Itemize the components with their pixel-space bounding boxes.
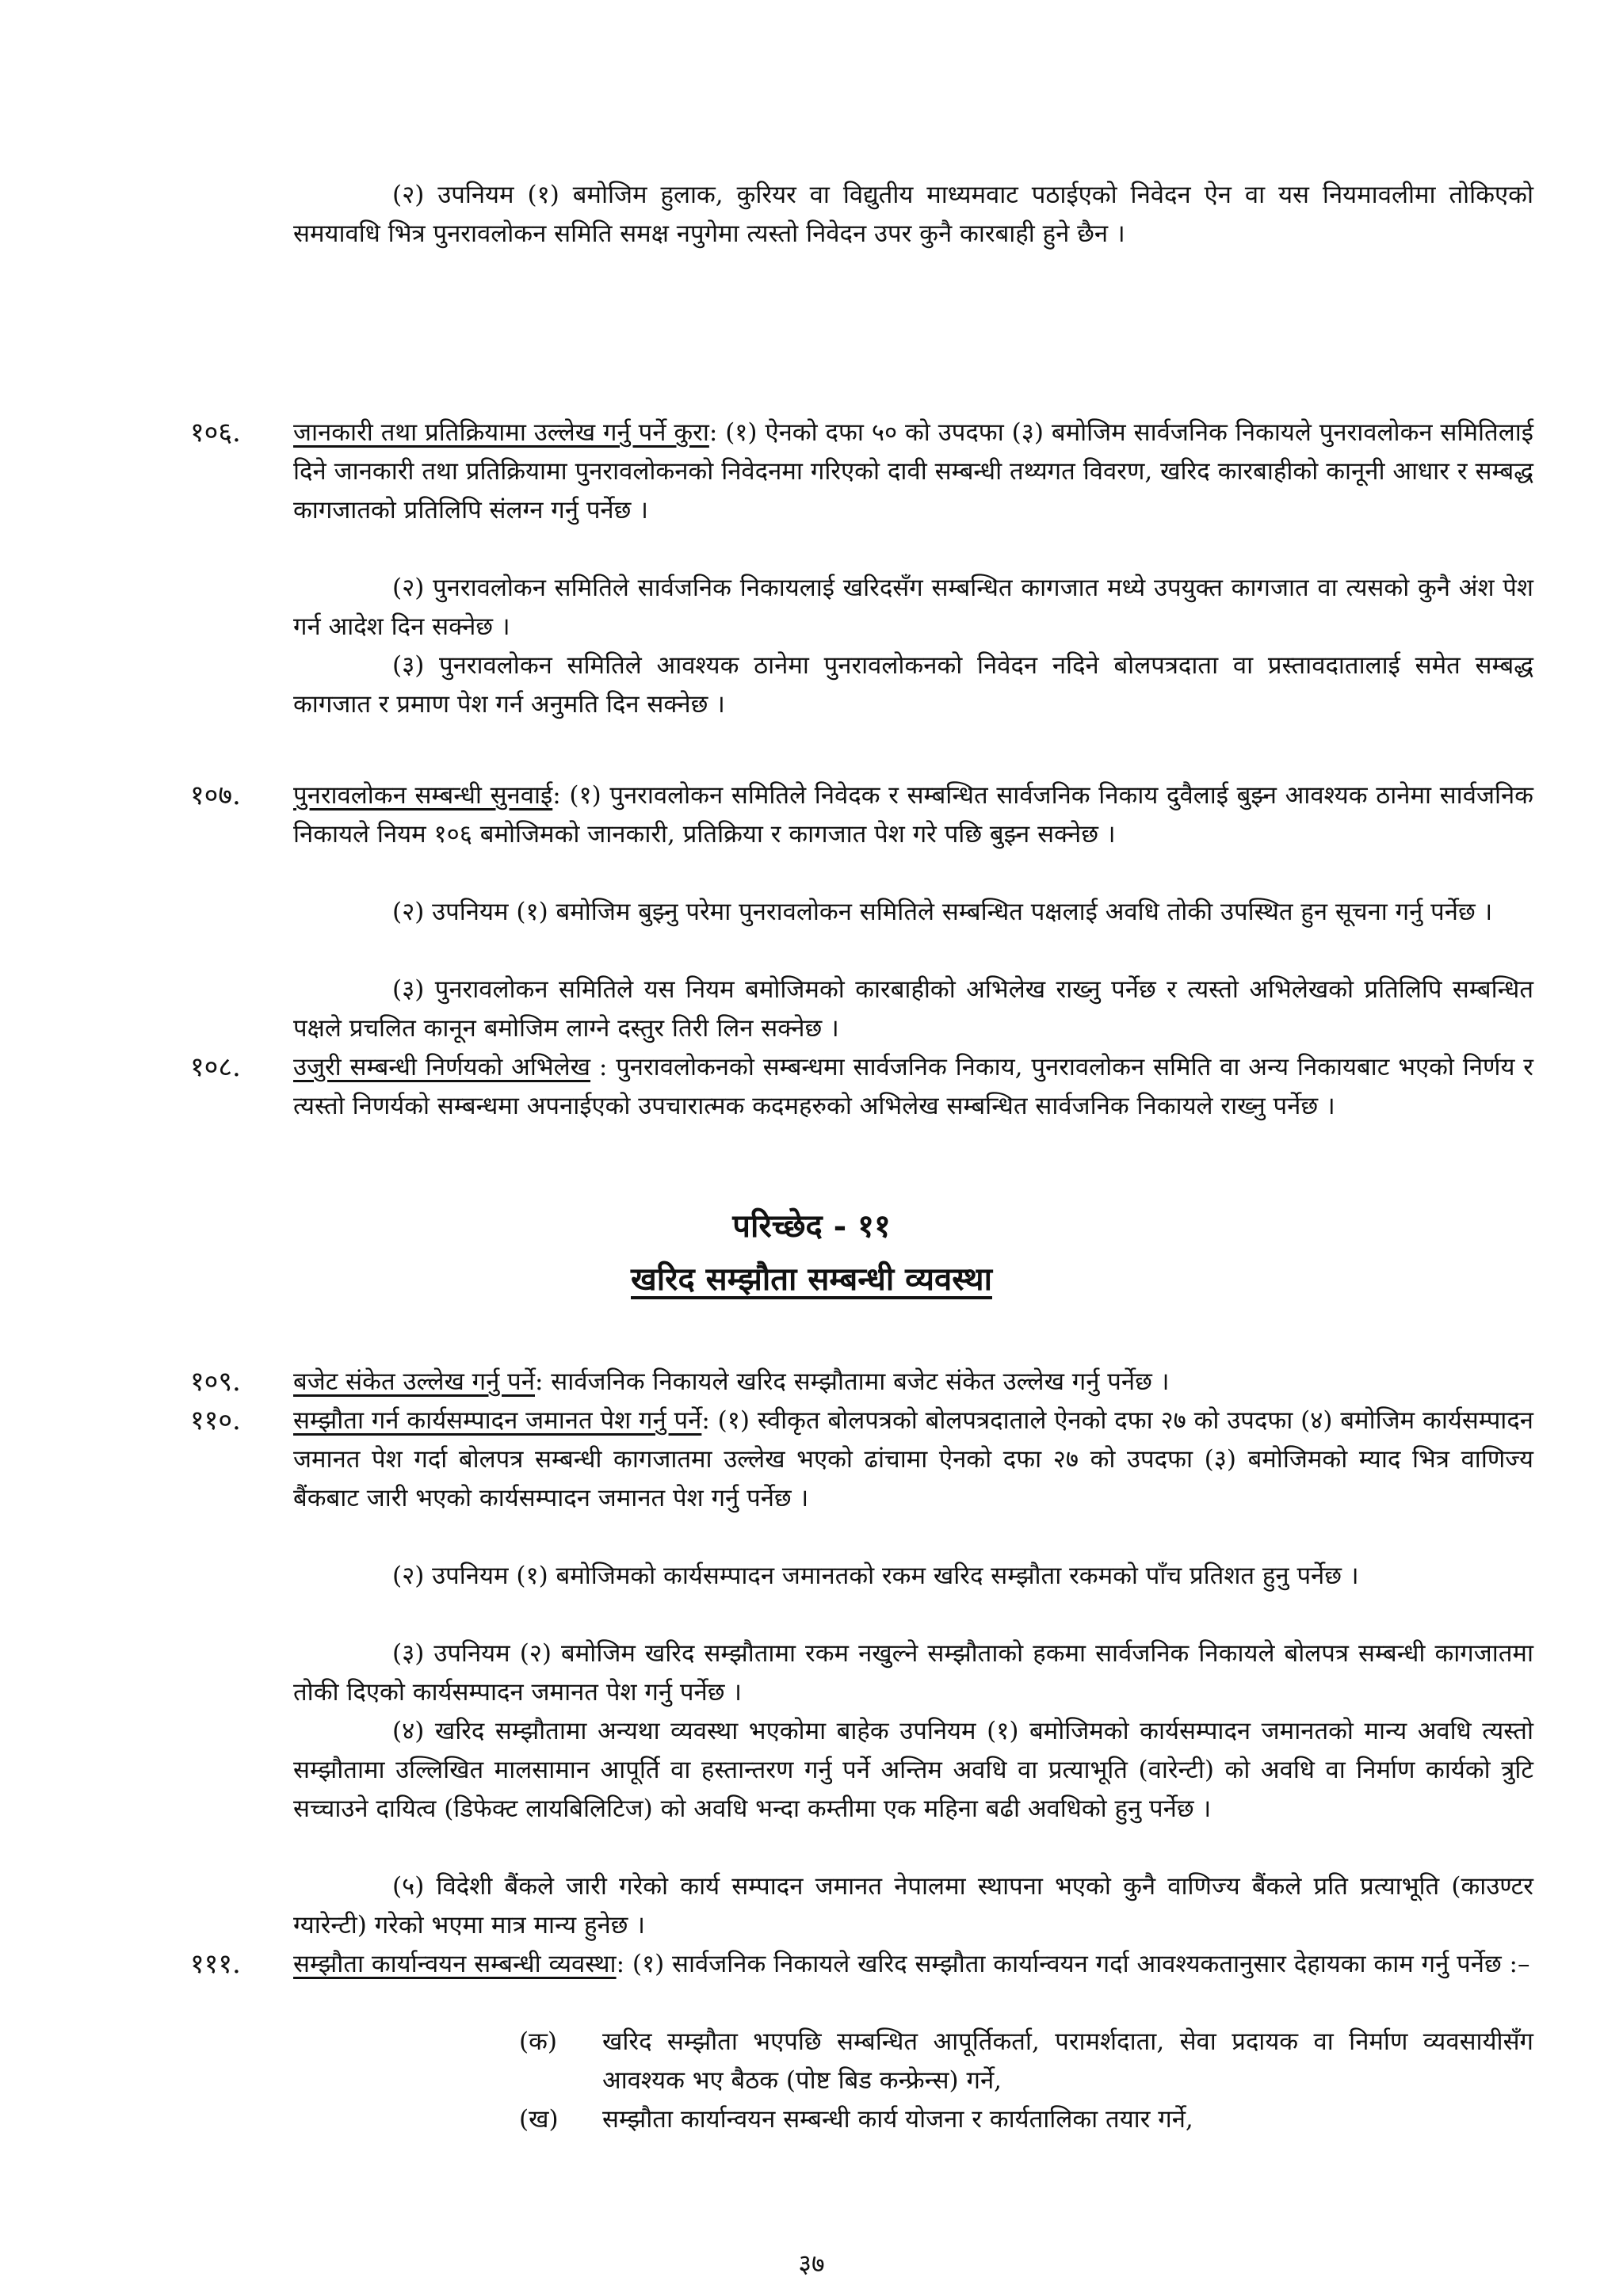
subrule-paragraph: (५) विदेशी बैंकले जारी गरेको कार्य सम्पादन जमानत नेपालमा स्थापना भएको कुनै वाणिज्य बैंकले प्रति प्रत्याभूति (काउण्टर ग्यारेन्टी) गरेको भएमा मात्र मान्य हुनेछ । <box>293 1872 1533 1939</box>
rule-heading: जानकारी तथा प्रतिक्रियामा उल्लेख गर्नु पर्ने कुरा <box>293 418 709 447</box>
subrule-paragraph: (३) पुनरावलोकन समितिले यस नियम बमोजिमको कारबाहीको अभिलेख राख्नु पर्नेछ र त्यस्तो अभिलेखको प्रतिलिपि सम्बन्धित पक्षले प्रचलित कानून बमोजिम लाग्ने दस्तुर तिरी लिन सक्नेछ । <box>293 975 1533 1043</box>
rule-number: १०८. <box>190 1051 241 1083</box>
rule-109 <box>293 1363 1533 1402</box>
subrule-paragraph: (२) उपनियम (१) बमोजिम बुझ्नु परेमा पुनरावलोकन समितिले सम्बन्धित पक्षलाई अवधि तोकी उपस्थित हुन सूचना गर्नु पर्नेछ । <box>392 898 1493 926</box>
rule-heading: सम्झौता कार्यान्वयन सम्बन्धी व्यवस्था <box>293 1950 617 1978</box>
rule-body: : सार्वजनिक निकायले खरिद सम्झौतामा बजेट संकेत उल्लेख गर्नु पर्नेछ । <box>535 1367 1170 1396</box>
rule-body: : (१) स्वीकृत बोलपत्रको बोलपत्रदाताले ऐनको दफा २७ को उपदफा (४) बमोजिम कार्यसम्पादन जमानत पेश गर्दा बोलपत्र सम्बन्धी कागजातमा उल्लेख भएको ढांचामा ऐनको दफा २७ को उपदफा (३) बमोजिमको म्याद भित्र वाणिज्य बैंकबाट जारी भएको कार्यसम्पादन जमानत पेश गर्नु पर्नेछ । <box>293 1406 1533 1512</box>
clause-label: (ख) <box>519 2105 559 2134</box>
subrule-paragraph: (२) पुनरावलोकन समितिले सार्वजनिक निकायलाई खरिदसँग सम्बन्धित कागजात मध्ये उपयुक्त कागजात वा त्यसको कुनै अंश पेश गर्न आदेश दिन सक्नेछ । <box>293 574 1533 641</box>
subrule-paragraph: (३) पुनरावलोकन समितिले आवश्यक ठानेमा पुनरावलोकनको निवेदन नदिने बोलपत्रदाता वा प्रस्तावदातालाई समेत सम्बद्ध कागजात र प्रमाण पेश गर्न अनुमति दिन सक्नेछ । <box>293 651 1533 719</box>
rule-body: : (१) ऐनको दफा ५० को उपदफा (३) बमोजिम सार्वजनिक निकायले पुनरावलोकन समितिलाई दिने जानकारी तथा प्रतिक्रियामा पुनरावलोकनको निवेदनमा गरिएको दावी सम्बन्धी तथ्यगत विवरण, खरिद कारबाहीको कानूनी आधार र सम्बद्ध कागजातको प्रतिलिपि संलग्न गर्नु पर्नेछ । <box>293 418 1533 524</box>
rule-107 <box>293 776 1533 854</box>
rule-111 <box>293 1945 1533 1984</box>
subrule-paragraph: (४) खरिद सम्झौतामा अन्यथा व्यवस्था भएकोमा बाहेक उपनियम (१) बमोजिमको कार्यसम्पादन जमानतको मान्य अवधि त्यस्तो सम्झौतामा उल्लिखित मालसामान आपूर्ति वा हस्तान्तरण गर्नु पर्ने अन्तिम अवधि वा प्रत्याभूति (वारेन्टी) को अवधि वा निर्माण कार्यको त्रुटि सच्चाउने दायित्व (डिफेक्ट लायबिलिटिज) को अवधि भन्दा कम्तीमा एक महिना बढी अवधिको हुनु पर्नेछ । <box>293 1717 1533 1823</box>
chapter-title: परिच्छेद - ११ <box>732 1207 891 1245</box>
subrule-paragraph: (२) उपनियम (१) बमोजिम हुलाक, कुरियर वा विद्युतीय माध्यमवाट पठाईएको निवेदन ऐन वा यस नियमावलीमा तोकिएको समयावधि भित्र पुनरावलोकन समिति समक्ष नपुगेमा त्यस्तो निवेदन उपर कुनै कारबाही हुने छैन । <box>293 181 1533 248</box>
subrule-paragraph: (३) उपनियम (२) बमोजिम खरिद सम्झौतामा रकम नखुल्ने सम्झौताको हकमा सार्वजनिक निकायले बोलपत्र सम्बन्धी कागजातमा तोकी दिएको कार्यसम्पादन जमानत पेश गर्नु पर्नेछ । <box>293 1639 1533 1707</box>
rule-number: १०७. <box>190 780 241 811</box>
rule-heading: उजुरी सम्बन्धी निर्णयको अभिलेख <box>293 1053 591 1081</box>
rule-body: : (१) सार्वजनिक निकायले खरिद सम्झौता कार्यान्वयन गर्दा आवश्यकतानुसार देहायका काम गर्नु पर्नेछ :– <box>616 1950 1530 1978</box>
clause-text: खरिद सम्झौता भएपछि सम्बन्धित आपूर्तिकर्ता, परामर्शदाता, सेवा प्रदायक वा निर्माण व्यवसायीसँग आवश्यक भए बैठक (पोष्ट बिड कन्फ्रेन्स) गर्ने, <box>602 2027 1533 2095</box>
rule-heading: सम्झौता गर्न कार्यसम्पादन जमानत पेश गर्नु पर्ने <box>293 1406 702 1435</box>
rule-106 <box>293 414 1533 530</box>
page-number: ३७ <box>798 2248 825 2279</box>
subrule-paragraph: (२) उपनियम (१) बमोजिमको कार्यसम्पादन जमानतको रकम खरिद सम्झौता रकमको पाँच प्रतिशत हुनु पर्नेछ । <box>392 1562 1359 1590</box>
rule-body: : पुनरावलोकनको सम्बन्धमा सार्वजनिक निकाय, पुनरावलोकन समिति वा अन्य निकायबाट भएको निर्णय र त्यस्तो निणर्यको सम्बन्धमा अपनाईएको उपचारात्मक कदमहरुको अभिलेख सम्बन्धित सार्वजनिक निकायले राख्नु पर्नेछ । <box>293 1053 1533 1120</box>
rule-number: ११०. <box>190 1405 241 1436</box>
clause-label: (क) <box>519 2027 557 2056</box>
clause-text: सम्झौता कार्यान्वयन सम्बन्धी कार्य योजना र कार्यतालिका तयार गर्ने, <box>602 2105 1193 2134</box>
rule-number: १०६. <box>190 417 241 448</box>
rule-body: : (१) पुनरावलोकन समितिले निवेदक र सम्बन्धित सार्वजनिक निकाय दुवैलाई बुझ्न आवश्यक ठानेमा सार्वजनिक निकायले नियम १०६ बमोजिमको जानकारी, प्रतिक्रिया र कागजात पेश गरे पछि बुझ्न सक्नेछ । <box>293 781 1533 849</box>
rule-heading: बजेट संकेत उल्लेख गर्नु पर्ने <box>293 1367 535 1396</box>
rule-number: १०९. <box>190 1366 241 1398</box>
rule-108 <box>293 1048 1533 1126</box>
rule-number: १११. <box>190 1948 241 1980</box>
rule-110 <box>293 1402 1533 1518</box>
chapter-subtitle: खरिद सम्झौता सम्बन्धी व्यवस्था <box>631 1261 992 1298</box>
rule-heading: पुनरावलोकन सम्बन्धी सुनवाई <box>293 781 553 810</box>
